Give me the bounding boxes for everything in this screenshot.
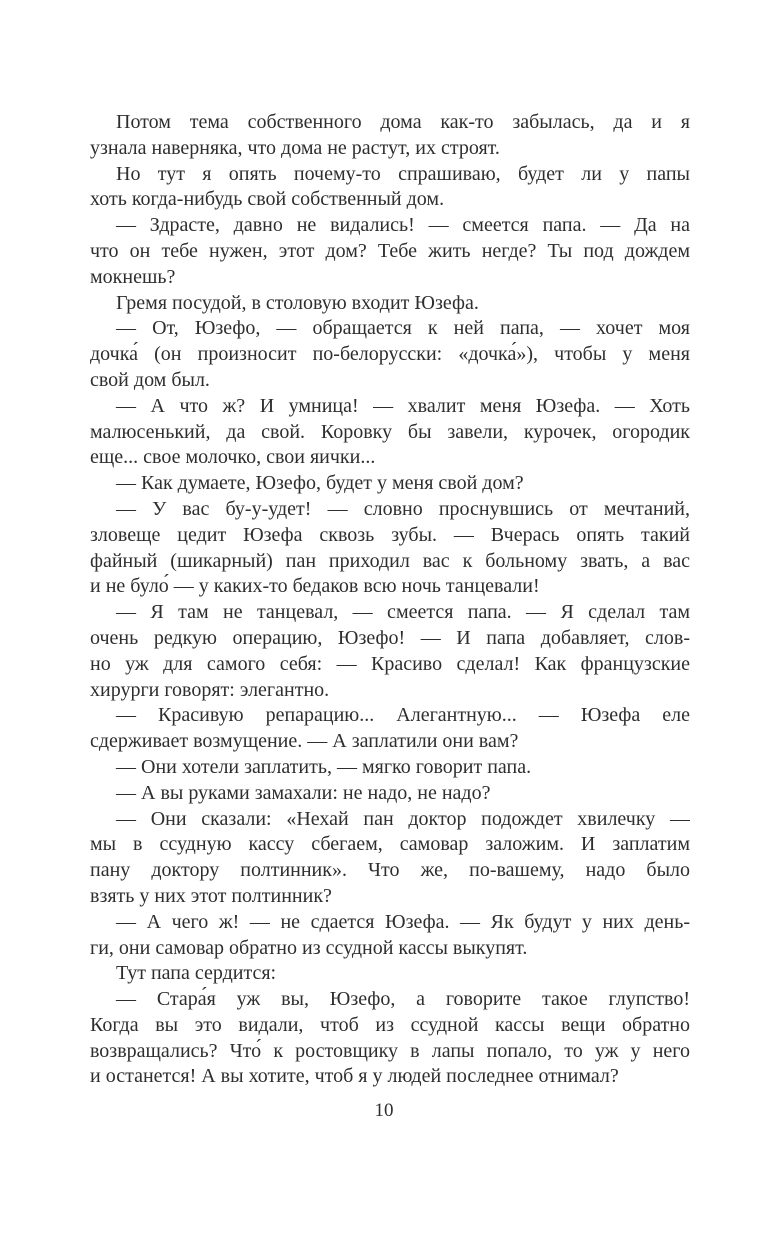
paragraph [90,497,690,600]
text-line: — У вас бу-у-удет! — словно проснувшись от мечтаний, [116,497,690,520]
text-line: Гремя посудой, в столовую входит Юзефа. [116,291,479,314]
text-line: дочка́ (он произносит по-белорусски: «дочка́»), чтобы у меня [90,343,690,366]
text-line: — Я там не танцевал, — смеется папа. — Я сделал там [116,601,690,624]
text-line: малюсенький, да свой. Коровку бы завели, курочек, огородик [90,420,690,443]
text-line: — Они сказали: «Нехай пан доктор подождет хвилечку — [116,807,690,830]
text-line: Но тут я опять почему-то спрашиваю, будет ли у папы [116,162,690,185]
text-line: узнала наверняка, что дома не растут, их строят. [90,136,500,159]
paragraph [90,162,690,214]
paragraph [90,781,690,807]
text-line: мокнешь? [90,265,176,288]
text-line: взять у них этот полтинник? [90,884,332,907]
text-line: мы в ссудную кассу сбегаем, самовар заложим. И заплатим [90,833,690,856]
text-line: Потом тема собственного дома как-то забылась, да и я [116,111,690,133]
text-line: и останется! А вы хотите, чтоб я у людей последнее отнимал? [90,1065,619,1088]
paragraph [90,213,690,290]
paragraph [90,961,690,987]
text-line: хоть когда-нибудь свой собственный дом. [90,188,445,211]
paragraph [90,394,690,471]
paragraph [90,316,690,393]
text-line: и не було́ — у каких-то бедаков всю ночь танцевали! [90,575,540,598]
text-line: — Здрасте, давно не видались! — смеется папа. — Да на [116,214,690,237]
paragraph [90,807,690,910]
paragraph [90,755,690,781]
text-line: — А что ж? И умница! — хвалит меня Юзефа. — Хоть [116,394,690,417]
text-line: хирурги говорят: элегантно. [90,678,330,701]
text-line: Когда вы это видали, чтоб из ссудной кассы вещи обратно [90,1013,690,1036]
text-line: сдерживает возмущение. — А заплатили они вам? [90,730,519,753]
text-line: — Стара́я уж вы, Юзефо, а говорите такое глупство! [116,988,690,1011]
text-line: — От, Юзефо, — обращается к ней папа, — хочет моя [116,317,690,340]
text-line: — Они хотели заплатить, — мягко говорит папа. [116,755,532,778]
text-line: файный (шикарный) пан приходил вас к больному звать, а вас [90,549,690,572]
text-line: еще... свое молочко, свои яички... [90,446,376,469]
text-line: — Красивую репарацию... Алегантную... — Юзефа еле [116,704,690,727]
paragraph [90,910,690,962]
text-line: возвращались? Что́ к ростовщику в лапы попало, то уж у него [90,1039,690,1062]
text-line: — А чего ж! — не сдается Юзефа. — Як будут у них день- [116,910,690,933]
paragraph [90,703,690,755]
paragraph [90,471,690,497]
text-line: Тут папа сердится: [116,962,277,985]
text-line: очень редкую операцию, Юзефо! — И папа добавляет, слов- [90,626,690,649]
text-line: что он тебе нужен, этот дом? Тебе жить негде? Ты под дождем [90,239,690,262]
paragraph [90,600,690,703]
text-line: свой дом был. [90,368,210,391]
text-line: зловеще цедит Юзефа сквозь зубы. — Вчерась опять такий [90,523,690,546]
page-number: 10 [374,1100,394,1121]
paragraph [90,291,690,317]
text-line: — Как думаете, Юзефо, будет у меня свой дом? [116,472,524,495]
text-line: пану доктору полтинник». Что же, по-вашему, надо было [90,859,690,882]
text-line: но уж для самого себя: — Красиво сделал! Как французские [90,652,690,675]
paragraph [90,987,690,1090]
paragraph [90,110,690,162]
text-line: ги, они самовар обратно из ссудной кассы выкупят. [90,936,528,959]
text-block [90,110,690,1090]
text-line: — А вы руками замахали: не надо, не надо? [116,781,491,804]
